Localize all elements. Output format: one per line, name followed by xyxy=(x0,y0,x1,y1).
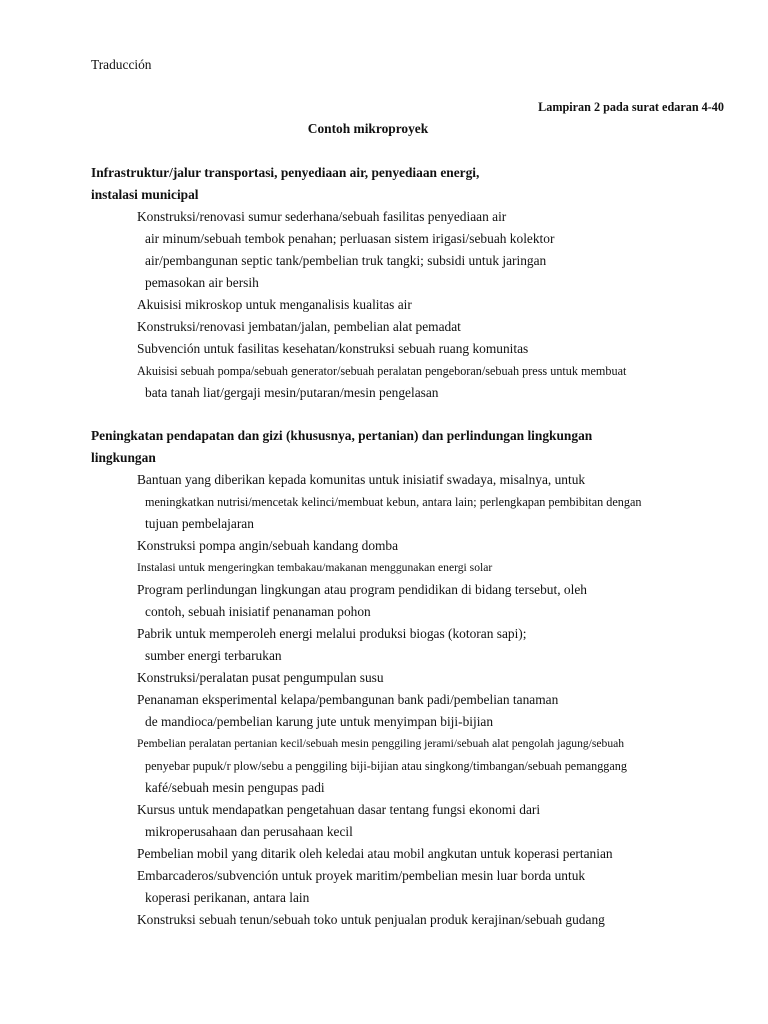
item-line: bata tanah liat/gergaji mesin/putaran/mesin pengelasan xyxy=(145,385,439,400)
list-item xyxy=(91,865,741,909)
item-list xyxy=(91,206,741,404)
list-item xyxy=(91,360,741,404)
item-line: Pabrik untuk memperoleh energi melalui produksi biogas (kotoran sapi); xyxy=(137,626,527,641)
list-item xyxy=(91,623,741,667)
list-item xyxy=(91,316,741,338)
heading-line: instalasi municipal xyxy=(91,187,199,202)
section-infrastructure xyxy=(91,162,741,404)
item-line: Konstruksi/renovasi jembatan/jalan, pembelian alat pemadat xyxy=(137,319,461,334)
list-item xyxy=(91,733,741,799)
item-line: Program perlindungan lingkungan atau program pendidikan di bidang tersebut, oleh xyxy=(137,582,587,597)
annex-reference: Lampiran 2 pada surat edaran 4-40 xyxy=(538,100,724,114)
header-label: Traducción xyxy=(91,57,152,72)
item-line: contoh, sebuah inisiatif penanaman pohon xyxy=(145,604,371,619)
heading-line: Infrastruktur/jalur transportasi, penyediaan air, penyediaan energi, xyxy=(91,165,480,180)
list-item xyxy=(91,843,741,865)
list-item xyxy=(91,799,741,843)
item-line: Konstruksi pompa angin/sebuah kandang domba xyxy=(137,538,399,553)
list-item xyxy=(91,535,741,557)
item-line: Embarcaderos/subvención untuk proyek maritim/pembelian mesin luar borda untuk xyxy=(137,868,586,883)
item-line: sumber energi terbarukan xyxy=(145,648,282,663)
item-line: Pembelian mobil yang ditarik oleh keledai atau mobil angkutan untuk koperasi pertanian xyxy=(137,846,613,861)
item-line: air/pembangunan septic tank/pembelian truk tangki; subsidi untuk jaringan xyxy=(145,253,547,268)
item-line: Instalasi untuk mengeringkan tembakau/makanan menggunakan energi solar xyxy=(137,561,493,574)
item-line: meningkatkan nutrisi/mencetak kelinci/membuat kebun, antara lain; perlengkapan pembibitan dengan xyxy=(145,495,642,509)
section-heading xyxy=(91,425,741,469)
list-item xyxy=(91,206,741,294)
item-line: air minum/sebuah tembok penahan; perluasan sistem irigasi/sebuah kolektor xyxy=(145,231,555,246)
item-line: koperasi perikanan, antara lain xyxy=(145,890,310,905)
item-line: mikroperusahaan dan perusahaan kecil xyxy=(145,824,353,839)
list-item xyxy=(91,338,741,360)
item-line: Konstruksi/renovasi sumur sederhana/sebuah fasilitas penyediaan air xyxy=(137,209,507,224)
list-item xyxy=(91,667,741,689)
item-list xyxy=(91,469,741,931)
item-line: Pembelian peralatan pertanian kecil/sebuah mesin penggiling jerami/sebuah alat pengolah jagung/sebuah xyxy=(137,737,625,750)
item-line: kafé/sebuah mesin pengupas padi xyxy=(145,780,325,795)
item-line: Konstruksi/peralatan pusat pengumpulan susu xyxy=(137,670,384,685)
list-item xyxy=(91,689,741,733)
list-item xyxy=(91,909,741,931)
item-line: de mandioca/pembelian karung jute untuk menyimpan biji-bijian xyxy=(145,714,494,729)
item-line: Subvención untuk fasilitas kesehatan/konstruksi sebuah ruang komunitas xyxy=(137,341,529,356)
item-line: Konstruksi sebuah tenun/sebuah toko untuk penjualan produk kerajinan/sebuah gudang xyxy=(137,912,605,927)
item-line: penyebar pupuk/r plow/sebu a penggiling biji-bijian atau singkong/timbangan/sebuah pemanggang xyxy=(145,759,627,773)
item-line: tujuan pembelajaran xyxy=(145,516,254,531)
item-line: pemasokan air bersih xyxy=(145,275,259,290)
item-line: Akuisisi mikroskop untuk menganalisis kualitas air xyxy=(137,297,412,312)
list-item xyxy=(91,557,741,579)
section-income-nutrition xyxy=(91,425,741,931)
heading-line: lingkungan xyxy=(91,450,156,465)
item-line: Penanaman eksperimental kelapa/pembangunan bank padi/pembelian tanaman xyxy=(137,692,559,707)
item-line: Kursus untuk mendapatkan pengetahuan dasar tentang fungsi ekonomi dari xyxy=(137,802,541,817)
section-heading xyxy=(91,162,741,206)
item-line: Bantuan yang diberikan kepada komunitas untuk inisiatif swadaya, misalnya, untuk xyxy=(137,472,586,487)
heading-line: Peningkatan pendapatan dan gizi (khususnya, pertanian) dan perlindungan lingkungan xyxy=(91,428,593,443)
list-item xyxy=(91,469,741,535)
document-title: Contoh mikroproyek xyxy=(307,121,429,136)
list-item xyxy=(91,579,741,623)
list-item xyxy=(91,294,741,316)
item-line: Akuisisi sebuah pompa/sebuah generator/sebuah peralatan pengeboran/sebuah press untuk membuat xyxy=(137,364,627,378)
